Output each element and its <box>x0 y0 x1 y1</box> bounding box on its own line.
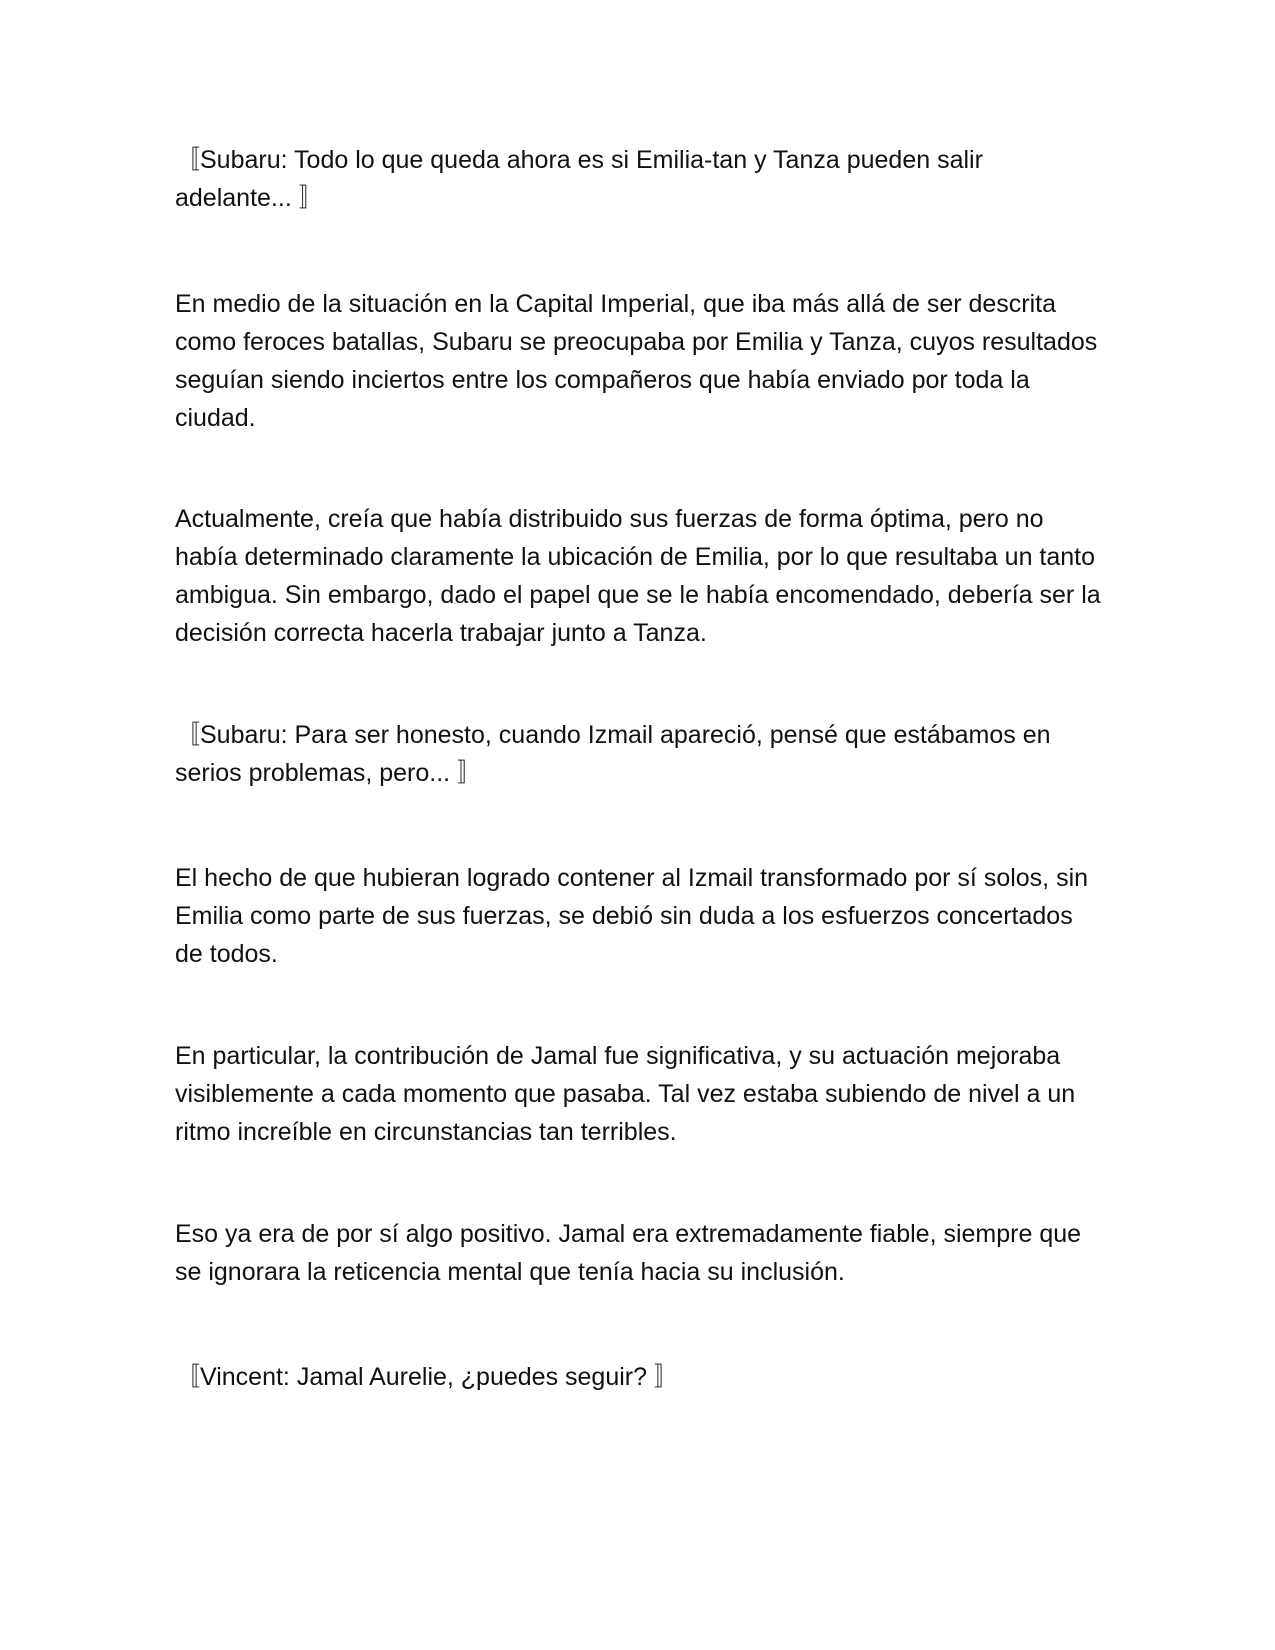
dialogue-paragraph-subaru-2: 〚Subaru: Para ser honesto, cuando Izmail apareció, pensé que estábamos en serios problemas, pero... 〛 <box>175 721 1058 787</box>
dialogue-paragraph-subaru-1: 〚Subaru: Todo lo que queda ahora es si Emilia-tan y Tanza pueden salir adelante... 〛 <box>175 146 990 212</box>
narration-paragraph-3: El hecho de que hubieran logrado contener al Izmail transformado por sí solos, sin Emilia como parte de sus fuerzas, se debió sin duda a los esfuerzos concertados de todos. <box>175 864 1095 968</box>
narration-paragraph-4: En particular, la contribución de Jamal fue significativa, y su actuación mejoraba visiblemente a cada momento que pasaba. Tal vez estaba subiendo de nivel a un ritmo increíble en circunstancias tan terribles. <box>175 1042 1083 1146</box>
dialogue-paragraph-vincent: 〚Vincent: Jamal Aurelie, ¿puedes seguir? 〛 <box>175 1363 679 1391</box>
narration-paragraph-5: Eso ya era de por sí algo positivo. Jamal era extremadamente fiable, siempre que se ignorara la reticencia mental que tenía hacia su inclusión. <box>175 1220 1088 1286</box>
narration-paragraph-1: En medio de la situación en la Capital Imperial, que iba más allá de ser descrita como feroces batallas, Subaru se preocupaba por Emilia y Tanza, cuyos resultados seguían siendo inciertos entre los compañeros que había enviado por toda la ciudad. <box>175 290 1105 432</box>
narration-paragraph-2: Actualmente, creía que había distribuido sus fuerzas de forma óptima, pero no había determinado claramente la ubicación de Emilia, por lo que resultaba un tanto ambigua. Sin embargo, dado el papel que se le había encomendado, debería ser la decisión correcta hacerla trabajar junto a Tanza. <box>175 505 1108 647</box>
